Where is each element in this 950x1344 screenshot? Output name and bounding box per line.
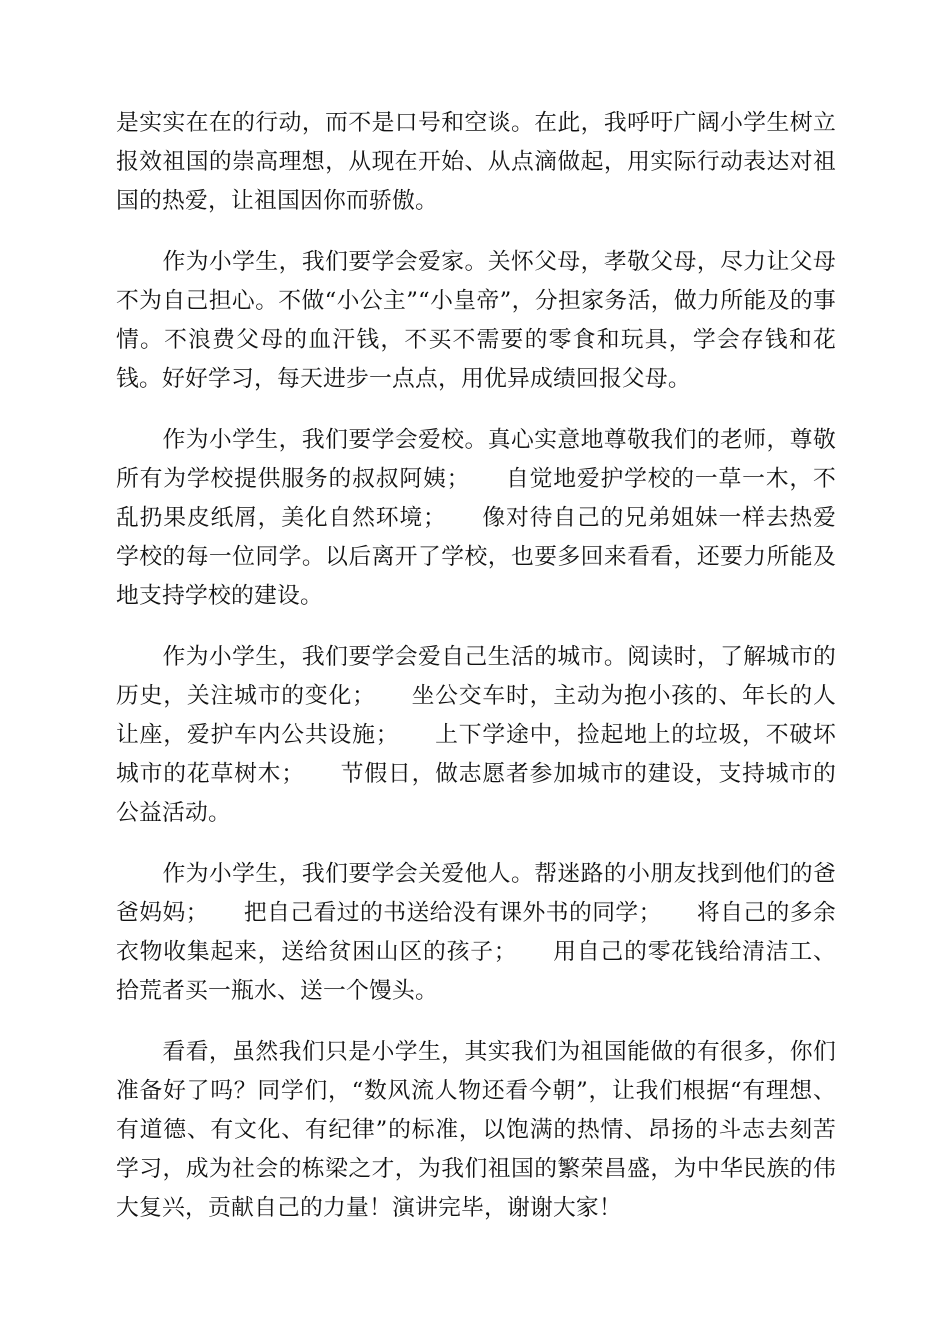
paragraph-love-school: 作为小学生，我们要学会爱校。真心实意地尊敬我们的老师，尊敬所有为学校提供服务的叔叔阿姨； 自觉地爱护学校的一草一木，不乱扔果皮纸屑，美化自然环境； 像对待自己的兄弟姐妹一样去热爱学校的每一位同学。以后离开了学校，也要多回来看看，还要力所能及地支持学校的建设。 [116, 427, 836, 609]
paragraph-conclusion: 看看，虽然我们只是小学生，其实我们为祖国能做的有很多，你们准备好了吗？同学们，“数风流人物还看今朝”，让我们根据“有理想、有道德、有文化、有纪律”的标准，以饱满的热情、昂扬的斗志去刻苦学习，成为社会的栋梁之才，为我们祖国的繁荣昌盛，为中华民族的伟大复兴，贡献自己的力量！演讲完毕，谢谢大家！ [116, 1039, 836, 1221]
speech-text-body [116, 104, 836, 1250]
paragraph-care-others: 作为小学生，我们要学会关爱他人。帮迷路的小朋友找到他们的爸爸妈妈； 把自己看过的书送给没有课外书的同学； 将自己的多余衣物收集起来，送给贫困山区的孩子； 用自己的零花钱给清洁工、拾荒者买一瓶水、送一个馒头。 [116, 861, 836, 1004]
paragraph-love-home: 作为小学生，我们要学会爱家。关怀父母，孝敬父母，尽力让父母不为自己担心。不做“小公主”“小皇帝”，分担家务活，做力所能及的事情。不浪费父母的血汗钱，不买不需要的零食和玩具，学会存钱和花钱。好好学习，每天进步一点点，用优异成绩回报父母。 [116, 249, 836, 392]
paragraph-intro-continuation: 是实实在在的行动，而不是口号和空谈。在此，我呼吁广阔小学生树立报效祖国的崇高理想，从现在开始、从点滴做起，用实际行动表达对祖国的热爱，让祖国因你而骄傲。 [116, 110, 836, 214]
paragraph-love-city: 作为小学生，我们要学会爱自己生活的城市。阅读时，了解城市的历史，关注城市的变化； 坐公交车时，主动为抱小孩的、年长的人让座，爱护车内公共设施； 上下学途中，捡起地上的垃圾，不破坏城市的花草树木； 节假日，做志愿者参加城市的建设，支持城市的公益活动。 [116, 644, 836, 826]
